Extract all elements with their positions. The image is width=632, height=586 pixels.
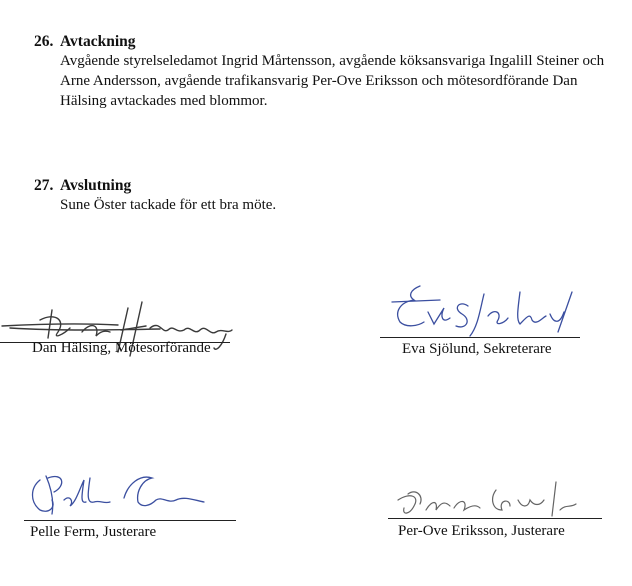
section-body: Sune Öster tackade för ett bra möte. xyxy=(60,197,277,213)
signature-block-adjuster-2 xyxy=(380,470,610,550)
signature-caption: Dan Hälsing, Mötesorförande xyxy=(32,340,211,356)
section-number: 26. xyxy=(34,33,54,50)
signature-line xyxy=(380,337,580,338)
signature-caption: Eva Sjölund, Sekreterare xyxy=(402,341,552,357)
section-heading xyxy=(34,33,614,51)
handwritten-signature xyxy=(380,470,600,530)
signature-block-chair xyxy=(0,290,260,370)
section-body: Avgående styrelseledamot Ingrid Mårtensson, avgående köksansvariga Ingalill Steiner och Arne Andersson, avgående trafikansvarig Per-Ove Eriksson och mötesordförande Dan Hälsing avtackades med blommor. xyxy=(60,53,605,109)
signature-block-secretary xyxy=(380,282,610,362)
section-heading xyxy=(34,177,614,195)
handwritten-signature xyxy=(0,290,250,370)
signature-strokes-adjuster-2 xyxy=(398,482,576,516)
section-27 xyxy=(34,177,614,215)
section-title: Avslutning xyxy=(60,177,132,194)
section-26 xyxy=(34,33,614,111)
signature-block-adjuster-1 xyxy=(24,458,254,548)
signature-strokes-secretary xyxy=(392,286,572,336)
signature-line xyxy=(388,518,602,519)
signature-line xyxy=(24,520,236,521)
section-number: 27. xyxy=(34,177,54,194)
section-title: Avtackning xyxy=(60,33,136,50)
handwritten-signature xyxy=(24,458,244,528)
signature-caption: Per-Ove Eriksson, Justerare xyxy=(398,523,565,539)
signature-strokes-adjuster-1 xyxy=(33,476,205,514)
signature-caption: Pelle Ferm, Justerare xyxy=(30,524,157,540)
